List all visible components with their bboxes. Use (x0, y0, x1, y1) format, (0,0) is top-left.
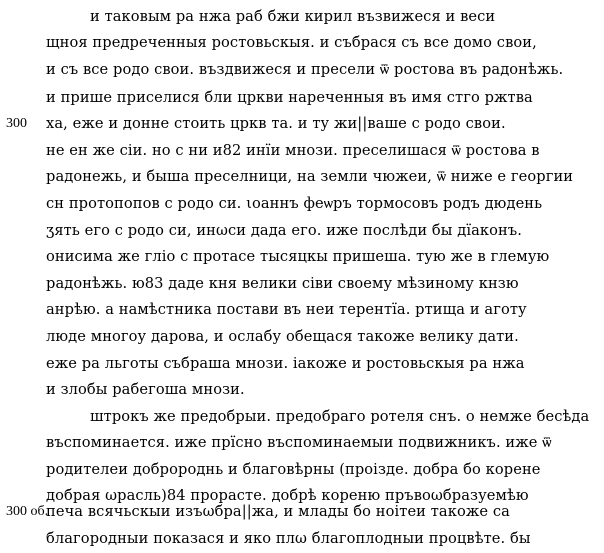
text-line: анрѣю. а намѣстника постави въ неи терентїa. ртища и аготу (46, 301, 527, 318)
text-line: родителеи добророднь и благовѣрны (проіздe. добра бо корене (46, 461, 541, 478)
text-line: благородныи показася и яко плω благоплодныи процвѣте. бы (46, 530, 531, 547)
text-line: и съ все родо свои. въздвижеся и пресели ѿ ростова въ радонѣжь. (46, 61, 564, 78)
text-line: въспоминается. иже прїсно въспоминаемыи подвижникъ. иже ѿ (46, 434, 552, 451)
text-line: и прише приселися бли цркви нареченныя въ имя стго ржтва (46, 89, 533, 106)
text-line: печа всячьскыи изъωбра||жа, и млады бо ноітеи такоже са (46, 503, 510, 520)
text-line: радонѣжь. ю83 даде кня велики сіви своему мѣзиному кнзю (46, 275, 519, 292)
text-line: онисима же гліо с протасе тысяцкы пришешa. тую же в глемую (46, 248, 550, 265)
text-line: сн протопопов с родо си. ιоаннъ феѡръ тормосовъ родъ дюдень (46, 195, 543, 212)
text-line: и злобы рабегоша мнози. (46, 381, 245, 398)
margin-folio-number: 300 об. (6, 504, 49, 519)
text-line: и таковым ра нжа раб бжи кирил възвижеся и веси (90, 8, 496, 25)
text-line: добрая ωрасль)84 прорасте. добрѣ кореню пръвоωбразуемѣю (46, 487, 529, 504)
text-line: ха, еже и донне стоить цркв та. и ту жи||ваше с родо свои. (46, 115, 506, 132)
text-line: ʒять его с родо си, инωси дада его. иже послѣди бы дїаконъ. (46, 222, 522, 239)
text-line: радонежь, и быша преселници, на земли чюжеи, ѿ ниже е георгии (46, 168, 574, 185)
text-line: не ен же сіи. но с ни и82 инїи мнози. преселишася ѿ ростова в (46, 142, 540, 159)
text-line: щноя предреченныя ростовьскыя. и събрася съ все домо свои, (46, 34, 537, 51)
text-line: штрокъ же предобрыи. предобраго ротеля снъ. о немже бесѣда (90, 408, 590, 425)
text-line: еже ра льготы събраша мнози. іакоже и ростовьскыя ра нжа (46, 355, 525, 372)
margin-folio-number: 300 (6, 116, 27, 131)
text-line: люде многоу дарова, и ослабу обещася такоже велику дати. (46, 328, 519, 345)
